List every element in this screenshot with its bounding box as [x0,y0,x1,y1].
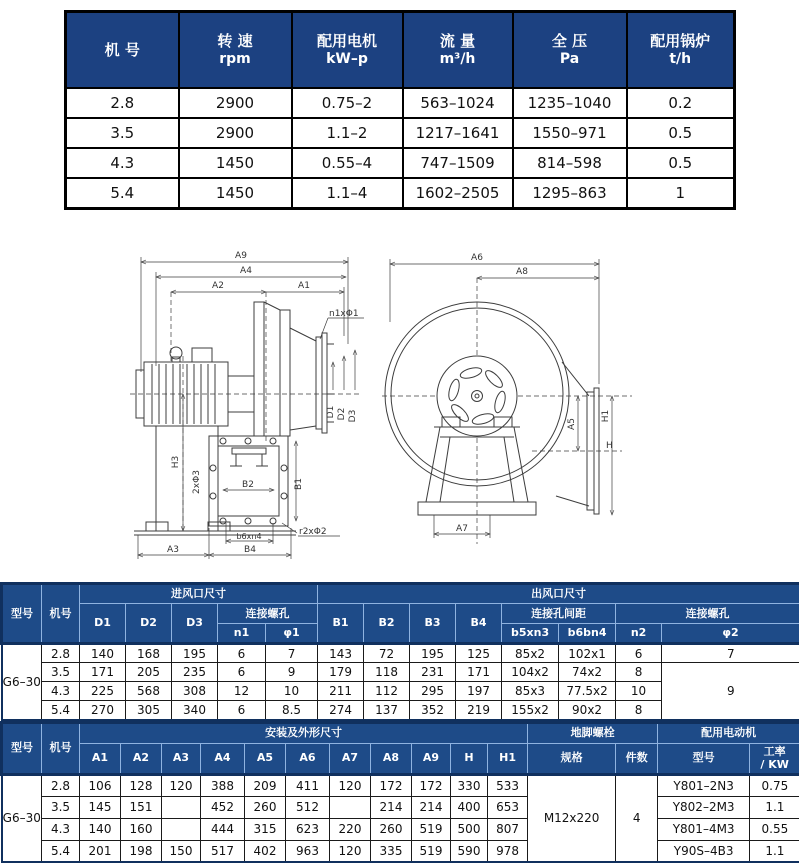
dim-label-b1: B1 [294,478,304,490]
cell-d1: 270 [80,701,126,720]
col-header-size [66,12,179,89]
cell-b6bn4: 74x2 [559,663,616,682]
cell-a5: 260 [245,796,286,818]
cell-flow: 1217–1641 [403,118,513,148]
cell-b2: 137 [364,701,410,720]
cell-motor-model: Y802–2M3 [658,796,750,818]
cell-h1: 653 [488,796,528,818]
col-header-a2: A2 [121,743,162,774]
dim-label-h: H [606,441,613,451]
cell-size: 5.4 [42,701,80,720]
cell-speed: 2900 [179,88,292,118]
cell-power: 0.75 [750,774,799,796]
performance-header-row [66,12,735,89]
cell-d1: 225 [80,682,126,701]
dim-label-a1: A1 [298,281,310,291]
cell-size: 4.3 [66,148,179,178]
table-row [2,818,799,840]
inlet-outlet-dimension-table [0,582,799,721]
group-header-outlet: 出风口尺寸 [318,584,799,604]
cell-a9: 172 [412,774,451,796]
cell-size: 2.8 [42,644,80,663]
cell-flow: 563–1024 [403,88,513,118]
header-text: 工率 [764,745,786,758]
cell-a1: 106 [80,774,121,796]
header-row [2,722,799,743]
col-header-model: 型号 [2,722,42,774]
cell-a6: 411 [286,774,330,796]
cell-a9: 519 [412,840,451,862]
cell-motor-model: Y90S–4B3 [658,840,750,862]
cell-pressure: 1550–971 [513,118,627,148]
cell-phi1: 7 [266,644,318,663]
cell-d3: 195 [172,644,218,663]
header-text: 配用锅炉 [650,32,710,50]
cell-b2: 72 [364,644,410,663]
col-header-phi2: φ2 [662,624,799,644]
group-header-install: 安装及外形尺寸 [80,722,528,743]
cell-b1: 211 [318,682,364,701]
col-header-size: 机号 [42,584,80,644]
col-header-a5: A5 [245,743,286,774]
col-header-n1: n1 [218,624,266,644]
cell-motor-model: Y801–4M3 [658,818,750,840]
cell-a1: 201 [80,840,121,862]
housing-plate [254,302,264,436]
cell-a3: 120 [162,774,201,796]
cell-d1: 140 [80,644,126,663]
cell-n1: 6 [218,644,266,663]
cell-model: G6–30 [2,774,42,862]
cell-n2: 10 [616,682,662,701]
header-row [2,743,799,774]
col-header-bolt-qty: 件数 [616,743,658,774]
cell-a5: 402 [245,840,286,862]
cell-a5: 209 [245,774,286,796]
col-header-b3: B3 [410,604,456,644]
cell-b4: 219 [456,701,502,720]
cell-d3: 235 [172,663,218,682]
terminal-box [192,348,212,362]
cell-boiler: 0.5 [627,148,735,178]
cell-a3 [162,818,201,840]
cell-b2: 118 [364,663,410,682]
cell-b6bn4: 77.5x2 [559,682,616,701]
dim-label-r2phi2: r2xΦ2 [299,527,327,537]
cell-a1: 140 [80,818,121,840]
cell-a3 [162,796,201,818]
cell-d2: 205 [126,663,172,682]
cell-b3: 195 [410,644,456,663]
cell-size: 4.3 [42,682,80,701]
cell-power: 1.1 [750,796,799,818]
dim-label-a3: A3 [167,545,179,555]
cell-phi2: 7 [662,644,799,663]
col-header-motor [292,12,403,89]
cell-d2: 568 [126,682,172,701]
cell-size: 2.8 [42,774,80,796]
table-row [66,178,735,209]
cell-b6bn4: 90x2 [559,701,616,720]
header-unit: rpm [181,51,290,69]
cell-n1: 6 [218,701,266,720]
table-row [2,796,799,818]
header-unit: t/h [629,51,733,69]
cell-a4: 388 [201,774,245,796]
col-header-a4: A4 [201,743,245,774]
header-text: 转 速 [217,32,252,50]
cell-bolt-spec: M12x220 [528,774,616,862]
table-row [2,644,799,663]
cell-flow: 1602–2505 [403,178,513,209]
inlet-flange [316,337,322,429]
col-header-boiler [627,12,735,89]
dim-label-d3: D3 [348,410,358,423]
header-row [2,604,799,624]
col-header-speed [179,12,292,89]
cell-size: 5.4 [42,840,80,862]
col-header-b2: B2 [364,604,410,644]
col-header-a9: A9 [412,743,451,774]
cell-size: 2.8 [66,88,179,118]
cell-speed: 1450 [179,178,292,209]
cell-motor: 1.1–2 [292,118,403,148]
dim-label-a6: A6 [471,253,483,263]
col-header-n2: n2 [616,624,662,644]
cell-a9: 519 [412,818,451,840]
table-row [2,774,799,796]
dim-label-a9: A9 [235,251,247,261]
col-header-a3: A3 [162,743,201,774]
dim-label-a5: A5 [567,418,577,430]
cell-phi2-merged: 9 [662,663,799,720]
dim-label-a2: A2 [212,281,224,291]
cell-boiler: 1 [627,178,735,209]
cell-n1: 12 [218,682,266,701]
cell-a4: 517 [201,840,245,862]
col-header-b5xn3: b5xn3 [502,624,559,644]
cell-model: G6–30 [2,644,42,720]
cell-b5xn3: 85x3 [502,682,559,701]
col-header-pressure [513,12,627,89]
cell-a2: 128 [121,774,162,796]
cell-a7: 220 [330,818,371,840]
group-header-inlet: 进风口尺寸 [80,584,318,604]
cell-speed: 2900 [179,118,292,148]
header-text: 机 号 [105,41,140,59]
cell-boiler: 0.2 [627,88,735,118]
cell-d3: 308 [172,682,218,701]
col-header-b6bn4: b6bn4 [559,624,616,644]
col-header-h1: H1 [488,743,528,774]
cell-n2: 8 [616,663,662,682]
col-header-a1: A1 [80,743,121,774]
cell-b5xn3: 85x2 [502,644,559,663]
cell-motor: 0.55–4 [292,148,403,178]
col-header-h: H [451,743,488,774]
header-unit: / KW [760,758,789,771]
dim-label-b2: B2 [242,480,254,490]
cell-bolt-qty: 4 [616,774,658,862]
cell-pressure: 1235–1040 [513,88,627,118]
header-text: 配用电机 [317,32,377,50]
cell-b5xn3: 155x2 [502,701,559,720]
cell-b2: 112 [364,682,410,701]
cell-power: 0.55 [750,818,799,840]
table-row [2,840,799,862]
cell-a2: 198 [121,840,162,862]
fan-volute-view-drawing [382,244,646,574]
cell-a8: 260 [371,818,412,840]
col-header-b4: B4 [456,604,502,644]
cell-a2: 160 [121,818,162,840]
group-header-screw-holes: 连接螺孔 [218,604,318,624]
cell-flow: 747–1509 [403,148,513,178]
cell-motor: 0.75–2 [292,88,403,118]
cell-n2: 6 [616,644,662,663]
table-row [66,148,735,178]
cell-phi1: 10 [266,682,318,701]
cell-a3: 150 [162,840,201,862]
cell-a7: 120 [330,774,371,796]
header-text: 全 压 [552,32,587,50]
cell-b3: 231 [410,663,456,682]
cell-phi1: 9 [266,663,318,682]
header-unit: kW–p [294,51,401,69]
group-header-anchor-bolt: 地脚螺栓 [528,722,658,743]
cell-b4: 171 [456,663,502,682]
group-header-screw-holes-2: 连接螺孔 [616,604,799,624]
cell-a7: 120 [330,840,371,862]
col-header-motor-model: 型号 [658,743,750,774]
dim-label-b4: B4 [244,545,256,555]
cell-b5xn3: 104x2 [502,663,559,682]
cell-size: 3.5 [66,118,179,148]
dim-label-h3: H3 [171,456,181,469]
cell-speed: 1450 [179,148,292,178]
cell-motor: 1.1–4 [292,178,403,209]
col-header-phi1: φ1 [266,624,318,644]
cell-b4: 125 [456,644,502,663]
dim-label-b6n4: b6xn4 [236,532,261,541]
cell-a8: 214 [371,796,412,818]
cell-a8: 172 [371,774,412,796]
cell-phi1: 8.5 [266,701,318,720]
table-row [66,88,735,118]
group-header-motor: 配用电动机 [658,722,799,743]
header-unit: m³/h [405,51,511,69]
col-header-b1: B1 [318,604,364,644]
cell-b1: 179 [318,663,364,682]
dim-label-n1phi1: n1xΦ1 [329,309,359,319]
cell-a5: 315 [245,818,286,840]
header-unit: Pa [515,51,625,69]
cell-h: 590 [451,840,488,862]
cell-d3: 340 [172,701,218,720]
col-header-d3: D3 [172,604,218,644]
cell-b1: 274 [318,701,364,720]
col-header-model: 型号 [2,584,42,644]
dim-label-a8: A8 [516,267,528,277]
cell-a8: 335 [371,840,412,862]
installation-dimension-table [0,721,799,863]
cell-h: 500 [451,818,488,840]
cell-boiler: 0.5 [627,118,735,148]
col-header-d1: D1 [80,604,126,644]
cell-motor-model: Y801–2N3 [658,774,750,796]
cell-power: 1.1 [750,840,799,862]
fan-side-view-drawing [126,244,368,574]
dim-label-a4: A4 [240,266,252,276]
col-header-size: 机号 [42,722,80,774]
cell-size: 3.5 [42,796,80,818]
performance-table-section [0,0,799,210]
cell-h1: 978 [488,840,528,862]
cell-d2: 168 [126,644,172,663]
cell-a6: 623 [286,818,330,840]
col-header-a6: A6 [286,743,330,774]
dim-label-d2: D2 [337,408,347,421]
col-header-d2: D2 [126,604,172,644]
cell-a6: 512 [286,796,330,818]
technical-drawings [0,210,799,582]
cell-a6: 963 [286,840,330,862]
cell-b4: 197 [456,682,502,701]
col-header-a8: A8 [371,743,412,774]
table-row [66,118,735,148]
table-row [2,663,799,682]
cell-a1: 145 [80,796,121,818]
cell-h1: 807 [488,818,528,840]
cell-h: 400 [451,796,488,818]
cell-a4: 444 [201,818,245,840]
header-text: 流 量 [440,32,475,50]
cell-a9: 214 [412,796,451,818]
cell-b3: 295 [410,682,456,701]
col-header-a7: A7 [330,743,371,774]
cell-h: 330 [451,774,488,796]
dim-label-d1: D1 [326,406,336,419]
cell-pressure: 1295–863 [513,178,627,209]
dim-label-h1: H1 [601,410,611,423]
cell-b1: 143 [318,644,364,663]
cell-b6bn4: 102x1 [559,644,616,663]
header-row [2,584,799,604]
cell-a2: 151 [121,796,162,818]
cell-a7 [330,796,371,818]
col-header-power [750,743,799,774]
cell-size: 5.4 [66,178,179,209]
col-header-flow [403,12,513,89]
dim-label-a7: A7 [456,524,468,534]
performance-table [64,10,736,210]
group-header-hole-pitch: 连接孔间距 [502,604,616,624]
cell-n2: 8 [616,701,662,720]
cell-h1: 533 [488,774,528,796]
dim-label-bolt-note: 2xΦ3 [192,470,202,494]
cell-size: 3.5 [42,663,80,682]
cell-a4: 452 [201,796,245,818]
cell-d1: 171 [80,663,126,682]
cell-n1: 6 [218,663,266,682]
cell-size: 4.3 [42,818,80,840]
cell-pressure: 814–598 [513,148,627,178]
cell-b3: 352 [410,701,456,720]
cell-d2: 305 [126,701,172,720]
col-header-bolt-spec: 规格 [528,743,616,774]
